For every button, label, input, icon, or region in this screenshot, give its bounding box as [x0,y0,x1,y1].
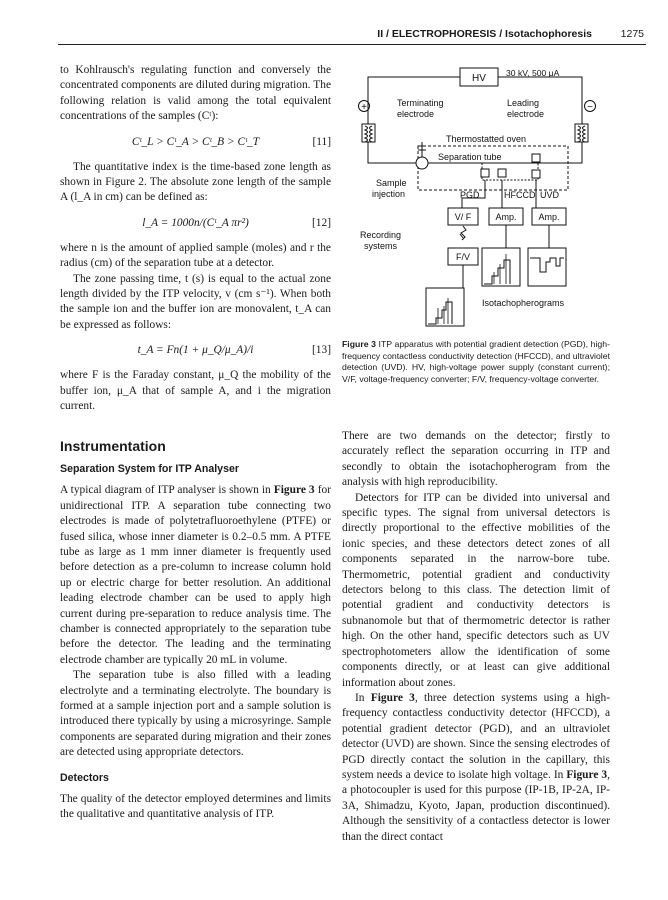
uvd-detector-2 [532,170,540,178]
figure-3-diagram [342,62,614,330]
photocoupler-icon [460,226,466,240]
equation-number: [11] [312,135,331,148]
vf-label: V/ F [454,212,472,222]
paragraph: to Kohlrausch's regulating function and conversely the concentrated components are diluted during migration. The following relation is valid among the total equivalent concentrations of the samples (Cᵗ): [60,64,331,123]
subsection-heading-detectors: Detectors [60,771,109,784]
paragraph [60,483,331,668]
right-column [342,429,610,845]
uvd-label: UVD [540,190,560,200]
leading-label-2: electrode [507,109,545,119]
power-label: 30 kV, 500 μA [506,68,560,78]
figure-link[interactable]: Figure 3 [566,768,608,781]
paragraph: The zone passing time, t (s) is equal to the actual zone length divided by the ITP velocity, v (cm s⁻¹). When both the sample ion and the buffer ion are monovalent, t_A can be expressed as follows: [60,272,331,331]
recording-label-2: systems [364,241,398,251]
pgd-recorder [426,288,464,326]
separation-tube [568,142,582,163]
sample-label-2: injection [372,189,406,199]
paragraph: where F is the Faraday constant, μ_Q the mobility of the buffer ion, μ_A that of sample A, and i the migration current. [60,369,331,413]
sample-injection-valve [416,157,428,169]
equation-number: [13] [312,344,331,357]
header-rule [58,44,646,45]
text-run: In [355,691,371,704]
oven-label: Thermostatted oven [446,134,527,144]
leading-label: Leading [507,98,540,108]
separation-tube [482,163,538,180]
running-header [0,24,668,44]
equation-13 [60,343,331,358]
paragraph [342,691,610,845]
separation-tube [368,142,418,163]
text-run: , three detection systems using a high-frequency contactless conductivity detector (HFCCD), a potential gradient detector (PGD), and an ultraviolet detector (UVD) are shown. Since the sensing electrodes of PGD directly contact the solution in the capillary, this system needs a device to isolate high voltage. In [342,691,610,781]
plus-label: + [361,102,367,113]
paragraph: The quality of the detector employed determines and limits the qualitative and quantitative analysis of ITP. [60,793,331,821]
terminating-label-2: electrode [397,109,435,119]
caption-text: ITP apparatus with potential gradient detection (PGD), high-frequency contactless conductivity detection (HFCCD), and ultraviolet detection (UVD). HV, high-voltage power supply (constant current); V/F, voltage-frequency converter; F/V, frequency-voltage converter. [342,339,610,384]
subsection-heading-separation: Separation System for ITP Analyser [60,462,239,475]
paragraph: Detectors for ITP can be divided into universal and specific types. The signal from universal detectors is directly proportional to the effective mobilities of the ionic species, and these detectors detect zones of all components separated in the narrow-bore tube. Thermometric, potential gradient and conductivity detectors belong to this class. The detection limit of potential gradient and conductivity detectors is subnanomole but that of thermometric detector is rather high. On the other hand, specific detectors such as UV spectrophotometers allow the identification of some components directly, or at least can give additional information about zones. [342,491,610,689]
figure-link[interactable]: Figure 3 [273,484,315,497]
equation-12 [60,216,331,231]
amp-label-2: Amp. [538,212,560,222]
amp-label-1: Amp. [495,212,517,222]
text-run: A typical diagram of ITP analyser is shown in [60,484,274,497]
hfccd-recorder [482,248,520,286]
hfccd-detector [498,169,506,177]
paragraph: The quantitative index is the time-based zone length as shown in Figure 2. The absolute zone length of the sample A (l_A in cm) can be defined as: [60,160,331,204]
section-heading-instrumentation: Instrumentation [60,437,166,454]
paragraph: where n is the amount of applied sample (moles) and r the radius (cm) of the separation tube at a detector. [60,241,331,270]
paragraph: There are two demands on the detector; firstly to accurately reflect the separation occurring in ITP and secondly to obtain the isotachopherogram from the analysis with high reproducibility. [342,430,610,489]
minus-label: − [587,102,593,113]
pgd-detector [481,169,489,177]
sample-label: Sample [376,178,407,188]
equation-formula: l_A = 1000n/(Cᵗ_A πr²) [142,216,249,229]
pgd-label: PGD [460,190,480,200]
isotachopherograms-label: Isotachopherograms [482,298,565,308]
running-title: II / ELECTROPHORESIS / Isotachophoresis [377,28,592,40]
fv-label: F/V [455,252,471,262]
figure-link[interactable]: Figure 3 [370,691,415,704]
hv-label: HV [472,73,486,84]
terminating-chamber [362,124,375,142]
recording-label: Recording [360,230,402,240]
hfccd-label: HFCCD [504,190,536,200]
equation-11 [60,135,331,150]
syringe-icon [418,142,426,157]
terminating-label: Terminating [397,98,444,108]
uvd-recorder [528,248,566,286]
equation-formula: Cᵗ_L > Cᵗ_A > Cᵗ_B > Cᵗ_T [131,135,260,148]
equation-formula: t_A = Fn(1 + μ_Q/μ_A)/i [137,344,254,357]
caption-label: Figure 3 [342,339,376,349]
page-number: 1275 [620,28,644,40]
separation-tube-label: Separation tube [438,152,502,162]
left-column [60,63,331,823]
leading-chamber [575,124,588,142]
text-run: for unidirectional ITP. A separation tube connecting two electrodes is made of polytetrafluoroethylene (PTFE) or fused silica, whose inner diameter is 0.2–0.5 mm. A PTFE tube as large as 1 mm inner diameter is frequently used before detection as a pre-column to increase column hold up or electric charge for better resolution. An additional leading electrode chamber can be used to apply high current during pre-separation to reduce analysis time. The chamber is connected appropriately to the separation tube before the detector. The leading and the terminating electrode chamber are typically 20 mL in volume. [60,484,331,666]
uvd-detector [532,154,540,162]
paragraph: The separation tube is also filled with a leading electrolyte and a terminating electrolyte. The boundary is formed at a sample injection port and a sample solution is introduced there typically by using a microsyringe. Sample components are separated during migration and their zones are detected using appropriate detectors. [60,669,331,759]
figure-caption [342,339,610,385]
equation-number: [12] [312,216,331,229]
text-run: , a photocoupler is used for this purpose (IP-1B, IP-2A, IP-3A, Shimadzu, Kyoto, Japan, production discontinued). Although the sensitivity of a contactless detector is lower than the direct contact [342,768,610,843]
